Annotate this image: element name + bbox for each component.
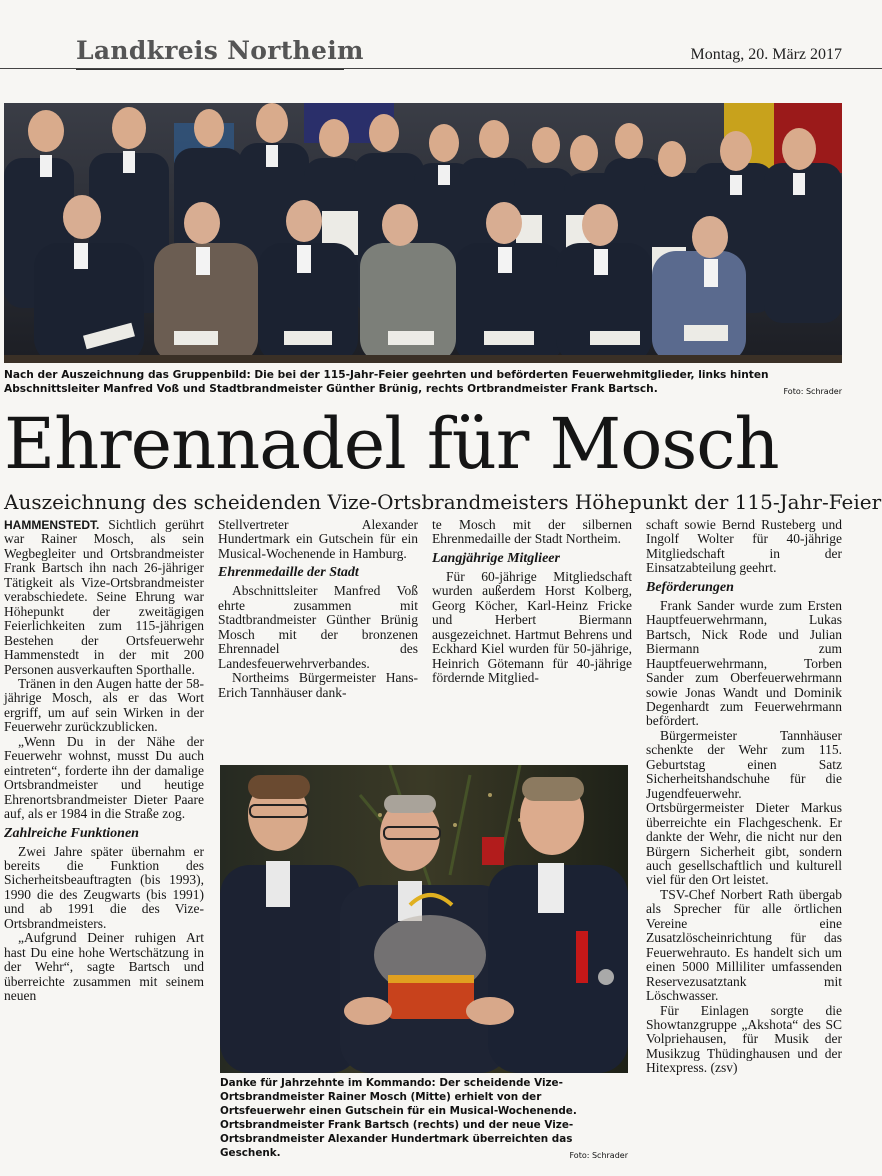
paragraph: te Mosch mit der silbernen Ehrenmedaille der Stadt Northeim. [432,517,632,547]
paragraph: schaft sowie Bernd Rusteberg und Ingolf Wolter für 40-jährige Mitgliedschaft in der Einsatzabteilung geehrt. [646,517,842,576]
edition-date: Montag, 20. März 2017 [690,46,842,63]
paragraph: Northeims Bürgermeister Hans-Erich Tannhäuser dank- [218,670,418,700]
paragraph: Für 60-jährige Mitgliedschaft wurden außerdem Horst Kolberg, Georg Köcher, Karl-Heinz Fricke und Herbert Biermann ausgezeichnet. Hartmut Behrens und Eckhard Kiel wurden für 50-jährige, Heinrich Götemann für 40-jährige fördernde Mitglied- [432,568,632,686]
subheading: Beförderungen [646,579,734,595]
article-subheadline: Auszeichnung des scheidenden Vize-Ortsbrandmeisters Höhepunkt der 115-Jahr-Feier [4,490,882,514]
handover-photo-caption [220,1076,628,1163]
article-column-2 [218,518,418,700]
paragraph: „Wenn Du in der Nähe der Feuerwehr wohnst, musst Du auch eintreten“, forderte ihn der damalige Ortsbrandmeister und heutige Ehrenortsbrandmeister Dieter Paare auf, als er 1984 in die Straße zog. [4,733,204,822]
paragraph: „Aufgrund Deiner ruhigen Art hast Du eine hohe Wertschätzung in der Wehr“, sagte Bartsch und überreichte zusammen mit seinem neuen [4,930,204,1004]
subheading: Ehrenmedaille der Stadt [218,565,359,581]
handover-photo [220,765,628,1073]
paragraph: Frank Sander wurde zum Ersten Hauptfeuerwehrmann, Lukas Bartsch, Nick Rode und Julian Biermann zum Hauptfeuerwehrmann, Torben Sander zum Oberfeuerwehrmann sowie Jonas Wandt und Dominik Degenhardt zum Feuerwehrmann befördert. [646,597,842,729]
paragraph-text: Sichtlich gerührt war Rainer Mosch, als sein Wegbegleiter und Ortsbrandmeister Frank Bartsch ihn nach 26-jähriger Tätigkeit als Vize-Ortsbrandmeister verabschiedete. Seine Ehrung war Höhepunkt der zweitägigen Feierlichkeiten zum 115-jährigen Bestehen der Ortsfeuerwehr Hammenstedt in der mit 200 Personen ausverkauften Sporthalle. [4,517,205,677]
paragraph [4,518,204,677]
paragraph: Für Einlagen sorgte die Showtanzgruppe „Akshota“ des SC Volpriehausen, für Musik der Musikzug Thüdinghausen und der Hitexpress. (zsv) [646,1002,842,1076]
paragraph: TSV-Chef Norbert Rath übergab als Sprecher für alle örtlichen Vereine eine Zusatzlöscheinrichtung für das Feuerwehrauto. Es handelt sich um einen 5000 Milliliter umfassenden Reservezusatztank mit Löschwasser. [646,886,842,1004]
group-photo [4,103,842,363]
handover-photo-caption-text: Danke für Jahrzehnte im Kommando: Der scheidende Vize-Ortsbrandmeister Rainer Mosch (Mitte) erhielt von der Ortsfeuerwehr einen Gutschein für ein Musical-Wochenende. Ortsbrandmeister Frank Bartsch (rechts) und der neue Vize-Ortsbrandmeister Alexander Hundertmark überreichten das Geschenk. [220,1077,577,1159]
page-header [0,0,882,80]
group-photo-caption [4,368,842,399]
article-column-1 [4,518,204,1004]
article-headline: Ehrennadel für Mosch [4,403,779,485]
subheading: Zahlreiche Funktionen [4,825,139,841]
paragraph: Bürgermeister Tannhäuser schenkte der Wehr zum 115. Geburtstag einen Satz Sicherheitshandschuhe für die Jugendfeuerwehr. Ortsbürgermeister Dieter Markus überreichte ein Flachgeschenk. Er dankte der Wehr, die nicht nur den Bürgern Sicherheit gibt, sondern auch gesellschaftlich und kulturell viel für den Ort leistet. [646,727,842,888]
dateline: HAMMENSTEDT. [4,518,100,532]
paragraph: Zwei Jahre später übernahm er bereits die Funktion des Sicherheitsbeauftragten (bis 1993), 1990 die des Zeugwarts (bis 1991) und ab 1991 die des Vize-Ortsbrandmeisters. [4,843,204,931]
group-photo-caption-text: Nach der Auszeichnung das Gruppenbild: Die bei der 115-Jahr-Feier geehrten und beförderten Feuerwehmitglieder, links hinten Abschnittsleiter Manfred Voß und Stadtbrandmeister Günther Brünig, rechts Ortbrandmeister Frank Bartsch. [4,369,769,395]
article-column-4 [646,518,842,1076]
paragraph: Abschnittsleiter Manfred Voß ehrte zusammen mit Stadtbrandmeister Günther Brünig Mosch mit der bronzenen Ehrennadel des Landesfeuerwehrverbandes. [218,583,418,671]
paragraph: Tränen in den Augen hatte der 58-jährige Mosch, als er das Wort ergriff, um auf sein Wirken in der Feuerwehr zurückzublicken. [4,675,204,735]
header-rule [0,68,882,69]
paragraph: Stellvertreter Alexander Hundertmark ein Gutschein für ein Musical-Wochenende in Hamburg. [218,517,418,561]
handover-photo-credit: Foto: Schrader [569,1151,628,1160]
handover-photo-image [220,765,628,1073]
article-column-3 [432,518,632,686]
group-photo-image [4,103,842,363]
group-photo-credit: Foto: Schrader [783,387,842,396]
subheading: Langjährige Mitglieer [432,550,560,566]
section-title: Landkreis Northeim [76,36,364,65]
